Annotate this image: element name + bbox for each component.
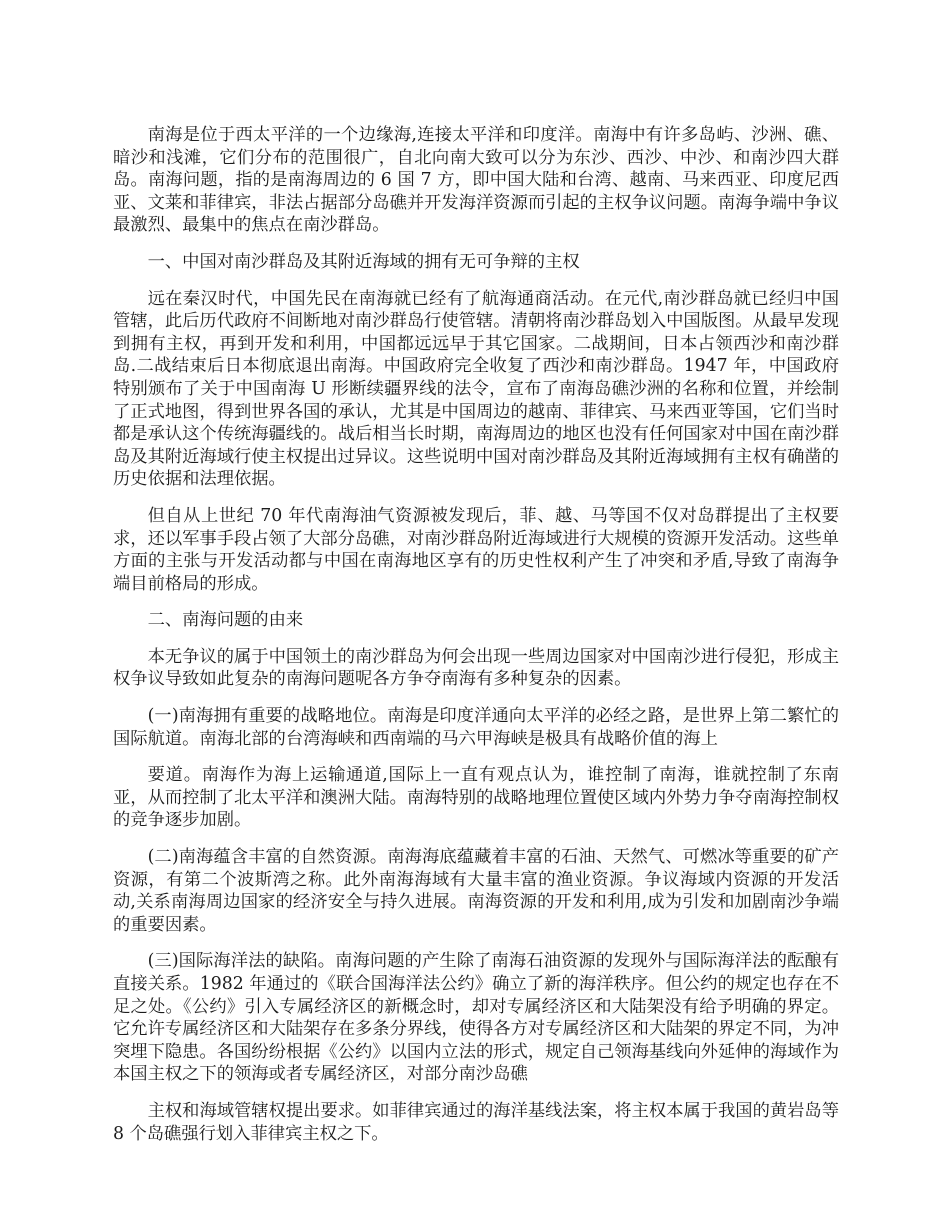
document-body: [113, 124, 839, 1159]
paragraph-history: 远在秦汉时代，中国先民在南海就已经有了航海通商活动。在元代,南沙群岛就已经归中国管辖，此后历代政府不间断地对南沙群岛行使管辖。清朝将南沙群岛划入中国版图。从最早发现到拥有主权，再到开发和利用，中国都远远早于其它国家。二战期间，日本占领西沙和南沙群岛.二战结束后日本彻底退出南海。中国政府完全收复了西沙和南沙群岛。1947 年，中国政府特别颁布了关于中国南海 U 形断续疆界线的法令，宣布了南海岛礁沙洲的名称和位置，并绘制了正式地图，得到世界各国的承认，尤其是中国周边的越南、菲律宾、马来西亚等国，它们当时都是承认这个传统海疆线的。战后相当长时期，南海周边的地区也没有任何国家对中国在南沙群岛及其附近海域行使主权提出过异议。这些说明中国对南沙群岛及其附近海域拥有主权有确凿的历史依据和法理依据。: [113, 288, 839, 490]
paragraph-dispute-origin: 但自从上世纪 70 年代南海油气资源被发现后，菲、越、马等国不仅对岛群提出了主权要求，还以军事手段占领了大部分岛礁，对南沙群岛附近海域进行大规模的资源开发活动。这些单方面的主张与开发活动都与中国在南海地区享有的历史性权利产生了冲突和矛盾,导致了南海争端目前格局的形成。: [113, 505, 839, 594]
paragraph-question: 本无争议的属于中国领土的南沙群岛为何会出现一些周边国家对中国南沙进行侵犯，形成主权争议导致如此复杂的南海问题呢各方争夺南海有多种复杂的因素。: [113, 646, 839, 690]
paragraph-intro: 南海是位于西太平洋的一个边缘海,连接太平洋和印度洋。南海中有许多岛屿、沙洲、礁、暗沙和浅滩，它们分布的范围很广，自北向南大致可以分为东沙、西沙、中沙、和南沙四大群岛。南海问题，指的是南海周边的 6 国 7 方，即中国大陆和台湾、越南、马来西亚、印度尼西亚、文莱和菲律宾，非法占据部分岛礁并开发海洋资源而引起的主权争议问题。南海争端中争议最激烈、最集中的焦点在南沙群岛。: [113, 125, 839, 236]
paragraph-natural-resources: (二)南海蕴含丰富的自然资源。南海海底蕴藏着丰富的石油、天然气、可燃冰等重要的矿产资源，有第二个波斯湾之称。此外南海海域有大量丰富的渔业资源。争议海域内资源的开发活动,关系南海周边国家的经济安全与持久进展。南海资源的开发和利用,成为引发和加剧南沙争端的重要因素。: [113, 847, 839, 935]
paragraph-law-of-sea: (三)国际海洋法的缺陷。南海问题的产生除了南海石油资源的发现外与国际海洋法的酝酿有直接关系。1982 年通过的《联合国海洋法公约》确立了新的海洋秩序。但公约的规定也存在不足之处。《公约》引入专属经济区的新概念时，却对专属经济区和大陆架没有给予明确的界定。它允许专属经济区和大陆架存在多条分界线，使得各方对专属经济区和大陆架的界定不同，为冲突埋下隐患。各国纷纷根据《公约》以国内立法的形式，规定自己领海基线向外延伸的海域作为本国主权之下的领海或者专属经济区，对部分南沙岛礁: [113, 951, 839, 1085]
section-heading-1: 一、中国对南沙群岛及其附近海域的拥有无可争辩的主权: [147, 251, 580, 272]
paragraph-sovereignty-claims: 主权和海域管辖权提出要求。如菲律宾通过的海洋基线法案，将主权本属于我国的黄岩岛等 8 个岛礁强行划入菲律宾主权之下。: [113, 1100, 839, 1144]
paragraph-strategic-route: 要道。南海作为海上运输通道,国际上一直有观点认为，谁控制了南海，谁就控制了东南亚，从而控制了北太平洋和澳洲大陆。南海特别的战略地理位置使区域内外势力争夺南海控制权的竞争逐步加剧。: [113, 765, 839, 831]
paragraph-strategic-position: (一)南海拥有重要的战略地位。南海是印度洋通向太平洋的必经之路，是世界上第二繁忙的国际航道。南海北部的台湾海峡和西南端的马六甲海峡是极具有战略价值的海上: [113, 706, 839, 749]
section-heading-2: 二、南海问题的由来: [147, 610, 304, 631]
